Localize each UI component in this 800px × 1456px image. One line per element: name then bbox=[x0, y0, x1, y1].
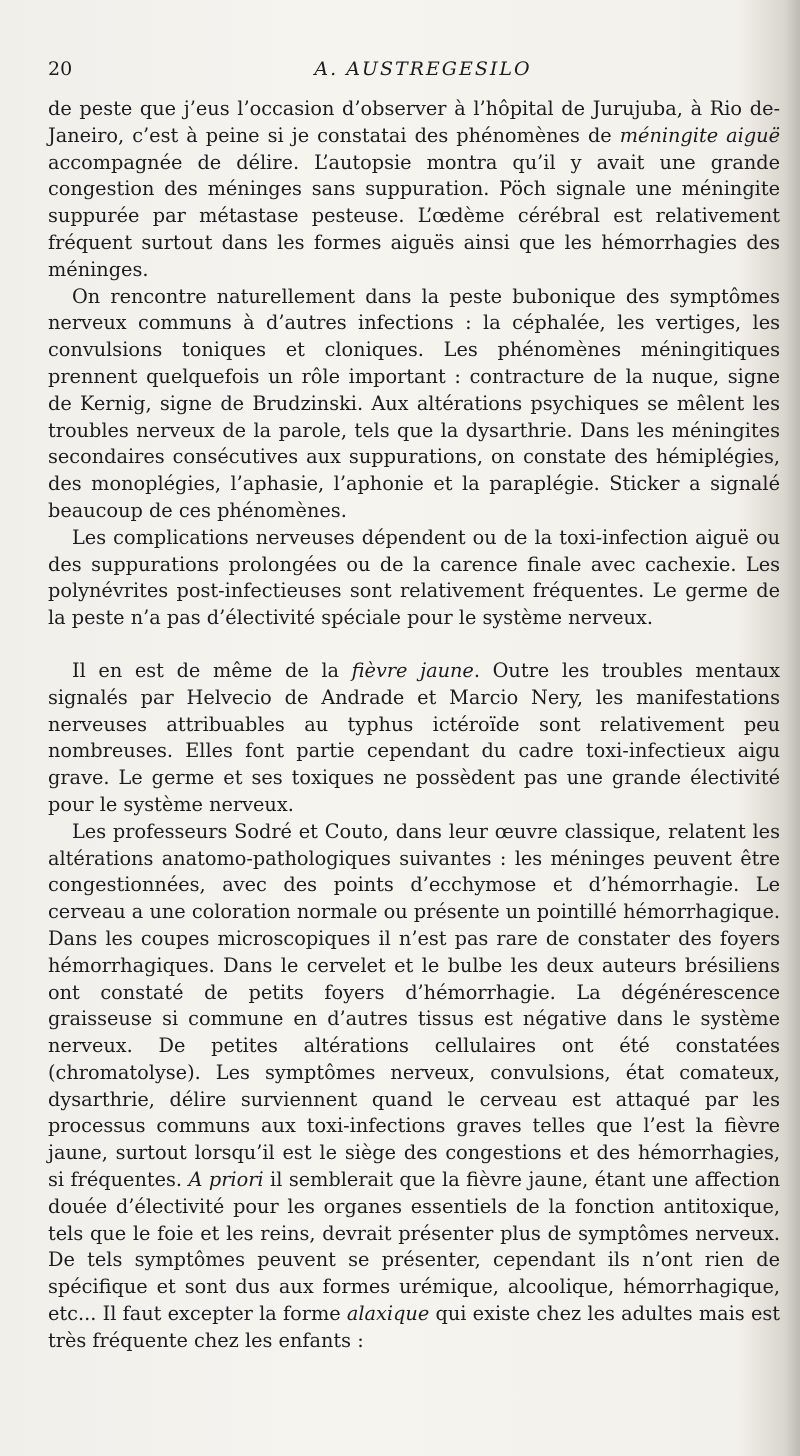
italic-term: A priori bbox=[188, 1168, 264, 1192]
italic-term: méningite aiguë bbox=[619, 123, 780, 147]
page-header bbox=[48, 58, 778, 88]
italic-term: alaxique bbox=[346, 1302, 430, 1326]
paragraph-4: Il en est de même de la fièvre jaune. Outre les troubles mentaux signalés par Helvecio de Andrade et Marcio Nery, les manifestations nerveuses attribuables au typhus ictéroïde sont relativement peu nombreuses. Elles font partie cependant du cadre toxi-infectieux aigu grave. Le germe et ses toxiques ne possèdent pas une grande électivité pour le système nerveux. bbox=[48, 658, 781, 816]
paragraph-3: Les complications nerveuses dépendent ou de la toxi-infection aiguë ou des suppurations prolongées ou de la carence finale avec cachexie. Les polynévrites post-infectieuses sont relativement fréquentes. Le germe de la peste n’a pas d’électivité spéciale pour le système nerveux. bbox=[48, 525, 780, 630]
paragraph-1: de peste que j’eus l’occasion d’observer à l’hôpital de Jurujuba, à Rio de-Janeiro, c’est à peine si je constatai des phénomènes de méningite aiguë accompagnée de délire. L’autopsie montra qu’il y avait une grande congestion des méninges sans suppuration. Pöch signale une méningite suppurée par métastase pesteuse. L’œdème cérébral est relativement fréquent surtout dans les formes aiguës ainsi que les hémorrhagies des méninges. bbox=[48, 97, 780, 281]
paragraph-2: On rencontre naturellement dans la peste bubonique des symptômes nerveux communs à d’autres infections : la céphalée, les vertiges, les convulsions toniques et cloniques. Les phénomènes méningitiques prennent quelquefois un rôle important : contracture de la nuque, signe de Kernig, signe de Brudzinski. Aux altérations psychiques se mêlent les troubles nerveux de la parole, tels que la dysarthrie. Dans les méningites secondaires consécutives aux suppurations, on constate des hémiplégies, des monoplégies, l’aphasie, l’aphonie et la paraplégie. Sticker a signalé beaucoup de ces phénomènes. bbox=[48, 284, 780, 522]
page-number: 20 bbox=[48, 58, 73, 80]
paragraph-5: Les professeurs Sodré et Couto, dans leur œuvre classique, relatent les altérations anatomo-pathologiques suivantes : les méninges peuvent être congestionnées, avec des points d’ecchymose et d’hémorrhagie. Le cerveau a une coloration normale ou présente un pointillé hémorrhagique. Dans les coupes microscopiques il n’est pas rare de constater des foyers hémorrhagiques. Dans le cervelet et le bulbe les deux auteurs brésiliens ont constaté de petits foyers d’hémorrhagie. La dégénérescence graisseuse si commune en d’autres tissus est négative dans le système nerveux. De petites altérations cellulaires ont été constatées (chromatolyse). Les symptômes nerveux, convulsions, état comateux, dysarthrie, délire surviennent quand le cerveau est attaqué par les processus communs aux toxi-infections graves telles que l’est la fièvre jaune, surtout lorsqu’il est le siège des congestions et des hémorrhagies, si fréquentes. A priori il semblerait que la fièvre jaune, étant une affection douée d’électivité pour les organes essentiels de la fonction antitoxique, tels que le foie et les reins, devrait présenter plus de symptômes nerveux. De tels symptômes peuvent se présenter, cependant ils n’ont rien de spécifique et sont dus aux formes urémique, alcoolique, hémorrhagique, etc... Il faut excepter la forme alaxique qui existe chez les adultes mais est très fréquente chez les enfants : bbox=[48, 819, 780, 1352]
running-head: A. AUSTREGESILO bbox=[314, 58, 532, 80]
body-text bbox=[48, 96, 780, 1355]
italic-term: fièvre jaune bbox=[351, 658, 474, 682]
